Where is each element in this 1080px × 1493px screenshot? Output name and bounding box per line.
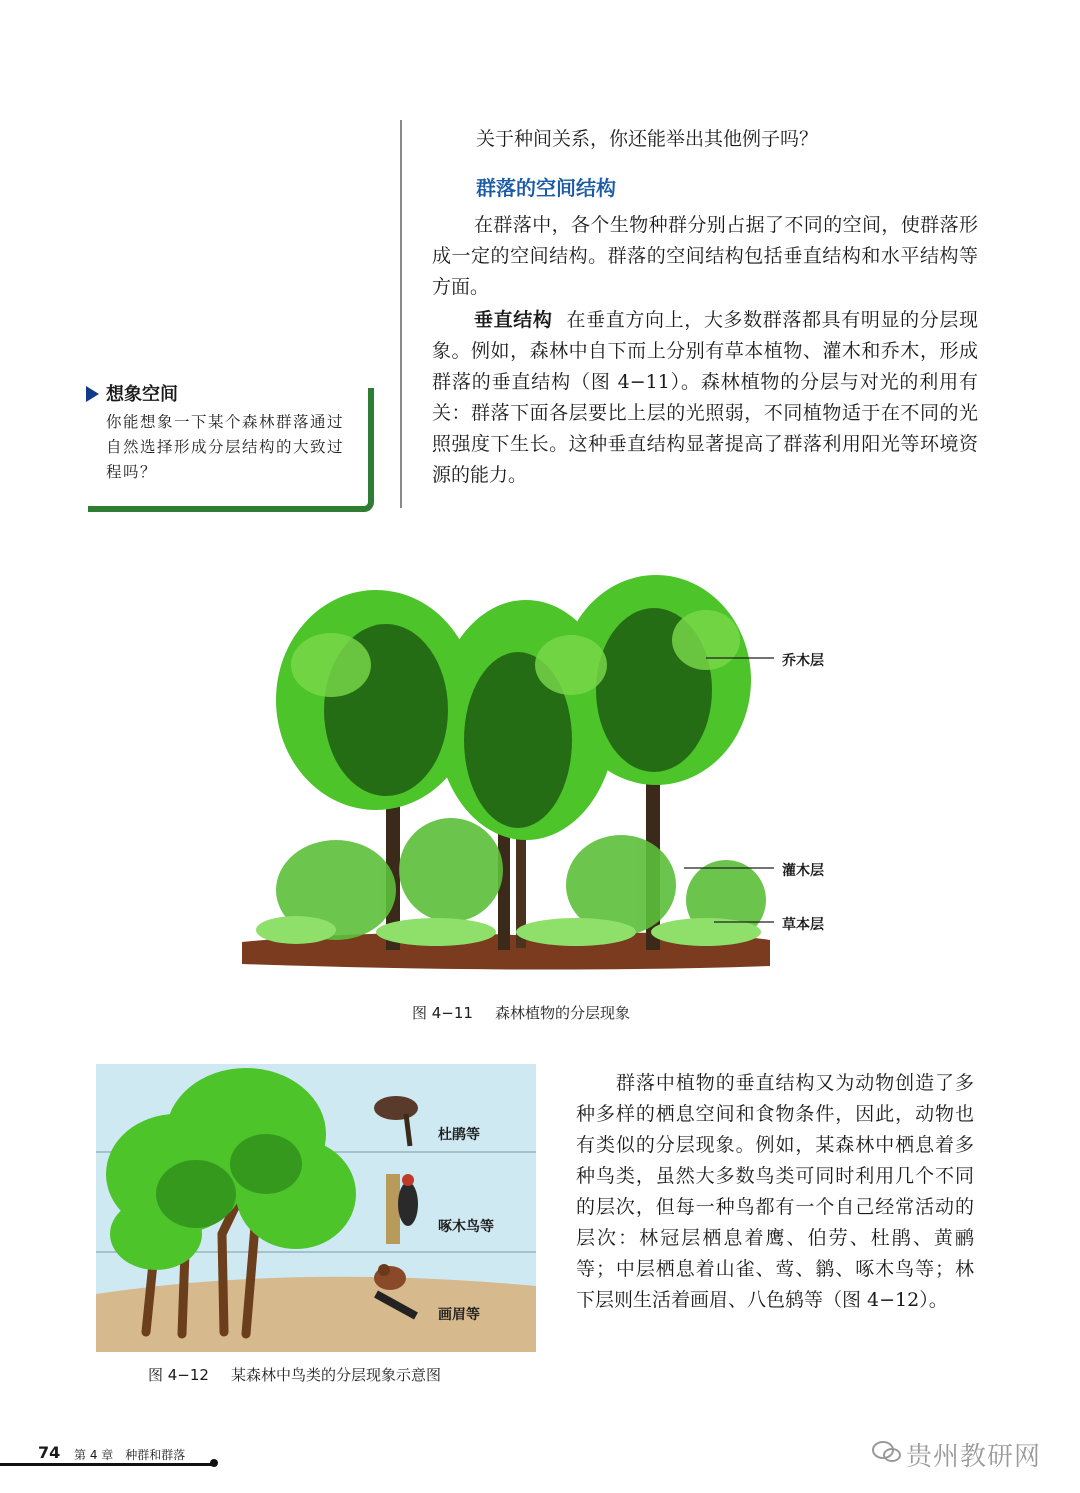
- label-tree-layer: 乔木层: [782, 653, 824, 669]
- sidebar-imagination: [86, 380, 374, 506]
- chapter-title: 第 4 章 种群和群落: [74, 1448, 186, 1462]
- sidebar-title: 想象空间: [106, 384, 178, 405]
- chat-bubble-icon: [872, 1440, 902, 1464]
- footer-dot: [210, 1459, 218, 1467]
- figure-bird-layers: [96, 1064, 536, 1352]
- label-herb-layer: 草本层: [782, 917, 824, 933]
- paragraph-vertical-structure: [432, 305, 978, 491]
- paragraph-spatial-structure: 在群落中，各个生物种群分别占据了不同的空间，使群落形成一定的空间结构。群落的空间结构包括垂直结构和水平结构等方面。: [432, 214, 978, 298]
- caption-text: 森林植物的分层现象: [494, 1004, 630, 1022]
- footer-rule: [0, 1463, 214, 1466]
- intro-question: 关于种间关系，你还能举出其他例子吗？: [476, 128, 819, 150]
- vertical-structure-text: 在垂直方向上，大多数群落都具有明显的分层现象。例如，森林中自下而上分别有草本植物、灌木和乔木，形成群落的垂直结构（图 4−11）。森林植物的分层与对光的利用有关：群落下面各层要比上层的光照弱，不同植物适于在不同的光照强度下生长。这种垂直结构显著提高了群落利用阳光等环境资源的能力。: [432, 309, 978, 486]
- sidebar-text: 你能想象一下某个森林群落通过自然选择形成分层结构的大致过程吗？: [106, 413, 345, 481]
- caption-number: 图 4−11: [412, 1004, 473, 1022]
- figure-forest-layers: [236, 570, 836, 980]
- caption-number: 图 4−12: [148, 1366, 209, 1384]
- caption-text: 某森林中鸟类的分层现象示意图: [230, 1366, 441, 1384]
- triangle-bullet-icon: [86, 386, 99, 402]
- paragraph-animal-layers: 群落中植物的垂直结构又为动物创造了多种多样的栖息空间和食物条件，因此，动物也有类似的分层现象。例如，某森林中栖息着多种鸟类，虽然大多数鸟类可同时利用几个不同的层次，但每一种鸟都有一个自己经常活动的层次：林冠层栖息着鹰、伯劳、杜鹃、黄鹂等；中层栖息着山雀、莺、鹟、啄木鸟等；林下层则生活着画眉、八色鸫等（图 4−12）。: [576, 1072, 974, 1311]
- label-cuckoo: 杜鹃等: [438, 1127, 480, 1143]
- page-number: 74: [38, 1443, 61, 1462]
- label-thrush: 画眉等: [438, 1307, 480, 1323]
- watermark-text: 贵州教研网: [906, 1442, 1042, 1472]
- caption-figure-4-12: [148, 1364, 441, 1385]
- forest-illustration: [236, 570, 836, 980]
- section-title: 群落的空间结构: [476, 176, 616, 200]
- vertical-structure-keyword: 垂直结构: [474, 309, 553, 331]
- label-shrub-layer: 灌木层: [782, 863, 824, 879]
- caption-figure-4-11: [412, 1002, 630, 1023]
- column-divider: [400, 120, 402, 508]
- label-woodpecker: 啄木鸟等: [438, 1219, 494, 1235]
